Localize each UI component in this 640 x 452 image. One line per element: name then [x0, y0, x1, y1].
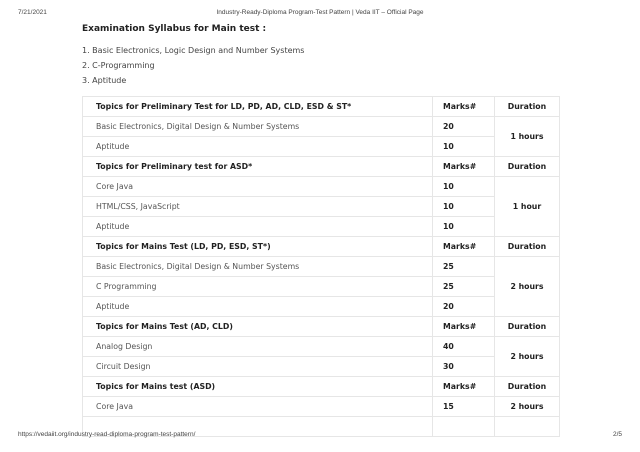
table-section-header	[83, 97, 560, 117]
table-row	[83, 177, 560, 197]
marks-cell: 30	[433, 357, 495, 377]
topic-header: Topics for Preliminary Test for LD, PD, AD, CLD, ESD & ST*	[83, 97, 433, 117]
syllabus-item: 3. Aptitude	[82, 76, 127, 85]
topic-cell: C Programming	[83, 277, 433, 297]
test-pattern-table	[82, 96, 560, 437]
topic-header: Topics for Mains test (ASD)	[83, 377, 433, 397]
marks-cell-empty	[433, 417, 495, 437]
marks-cell: 10	[433, 177, 495, 197]
marks-header: Marks#	[433, 97, 495, 117]
syllabus-item: 2. C-Programming	[82, 61, 155, 70]
table-row	[83, 337, 560, 357]
marks-cell: 40	[433, 337, 495, 357]
table-row	[83, 357, 560, 377]
print-page-title: Industry-Ready-Diploma Program-Test Pattern | Veda IIT – Official Page	[216, 9, 424, 16]
table-section-header	[83, 317, 560, 337]
marks-cell: 20	[433, 117, 495, 137]
duration-cell: 2 hours	[495, 257, 560, 317]
marks-cell: 15	[433, 397, 495, 417]
table-row	[83, 197, 560, 217]
duration-cell: 1 hours	[495, 117, 560, 157]
print-url: https://vedaiit.org/industry-read-diploma-program-test-pattern/	[18, 431, 196, 438]
table-section-header	[83, 157, 560, 177]
duration-header: Duration	[495, 157, 560, 177]
syllabus-list	[82, 45, 304, 90]
duration-header: Duration	[495, 377, 560, 397]
print-header	[0, 9, 640, 21]
syllabus-heading: Examination Syllabus for Main test :	[82, 24, 267, 34]
topic-header: Topics for Preliminary test for ASD*	[83, 157, 433, 177]
marks-cell: 25	[433, 277, 495, 297]
marks-header: Marks#	[433, 157, 495, 177]
marks-cell: 25	[433, 257, 495, 277]
topic-cell: Circuit Design	[83, 357, 433, 377]
duration-header: Duration	[495, 317, 560, 337]
marks-header: Marks#	[433, 237, 495, 257]
duration-cell-empty	[495, 417, 560, 437]
topic-cell: Aptitude	[83, 297, 433, 317]
marks-cell: 10	[433, 217, 495, 237]
topic-cell: Aptitude	[83, 137, 433, 157]
topic-cell: HTML/CSS, JavaScript	[83, 197, 433, 217]
topic-cell: Basic Electronics, Digital Design & Number Systems	[83, 117, 433, 137]
topic-cell: Core Java	[83, 177, 433, 197]
topic-cell: Basic Electronics, Digital Design & Number Systems	[83, 257, 433, 277]
duration-cell: 1 hour	[495, 177, 560, 237]
marks-header: Marks#	[433, 317, 495, 337]
topic-cell: Aptitude	[83, 217, 433, 237]
marks-cell: 10	[433, 137, 495, 157]
table-row	[83, 217, 560, 237]
table-row	[83, 117, 560, 137]
table-row	[83, 257, 560, 277]
marks-cell: 10	[433, 197, 495, 217]
topic-cell: Analog Design	[83, 337, 433, 357]
topic-cell: Core Java	[83, 397, 433, 417]
duration-header: Duration	[495, 237, 560, 257]
marks-header: Marks#	[433, 377, 495, 397]
table-row	[83, 137, 560, 157]
marks-cell: 20	[433, 297, 495, 317]
table-section-header	[83, 237, 560, 257]
topic-header: Topics for Mains Test (AD, CLD)	[83, 317, 433, 337]
duration-cell: 2 hours	[495, 397, 560, 417]
duration-header: Duration	[495, 97, 560, 117]
syllabus-item: 1. Basic Electronics, Logic Design and Number Systems	[82, 46, 305, 55]
table-row	[83, 397, 560, 417]
duration-cell: 2 hours	[495, 337, 560, 377]
table-section-header	[83, 377, 560, 397]
table-row	[83, 277, 560, 297]
print-date: 7/21/2021	[18, 9, 47, 16]
page-number: 2/5	[612, 431, 622, 438]
table-row	[83, 297, 560, 317]
topic-header: Topics for Mains Test (LD, PD, ESD, ST*)	[83, 237, 433, 257]
